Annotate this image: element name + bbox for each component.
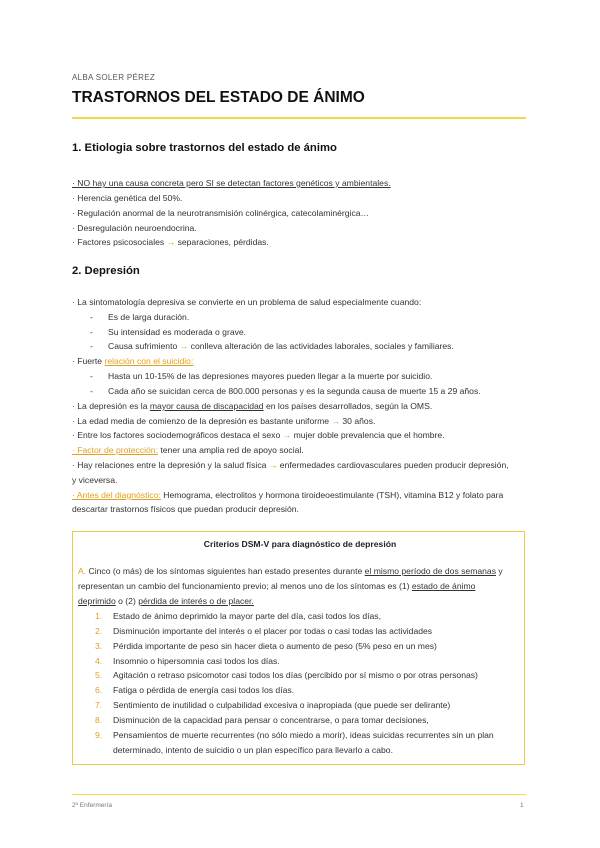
footer-course: 2º Enfermería <box>72 802 112 809</box>
etiology-bullet: · Herencia genética del 50%. <box>72 193 183 203</box>
arrow-icon: → <box>166 237 176 247</box>
criteria-a-line: representan un cambio del funcionamiento previo; al menos uno de los síntomas es (1) estado de ánimo <box>78 581 476 591</box>
criteria-item: Agitación o retraso psicomotor casi todos los días (percibido por sí mismo o por otras personas) <box>113 670 478 680</box>
section-heading-depression: 2. Depresión <box>72 265 140 277</box>
age-bullet: · La edad media de comienzo de la depresión es bastante uniforme → 30 años. <box>72 416 376 426</box>
arrow-icon: → <box>179 341 189 351</box>
criteria-item: Sentimiento de inutilidad o culpabilidad excesiva o inapropiada (que puede ser delirante) <box>113 700 451 710</box>
socio-bullet: · Entre los factores sociodemográficos destaca el sexo → mujer doble prevalencia que el hombre. <box>72 430 445 440</box>
document-title: TRASTORNOS DEL ESTADO DE ÁNIMO <box>72 89 365 106</box>
protection-bullet: · Factor de protección: tener una amplia red de apoyo social. <box>72 445 304 455</box>
criteria-item: Estado de ánimo deprimido la mayor parte del día, casi todos los días, <box>113 611 381 621</box>
suicide-item: - Hasta un 10-15% de las depresiones mayores pueden llegar a la muerte por suicidio. <box>90 371 433 381</box>
item-number: 5. <box>95 670 103 680</box>
physical-bullet: · Hay relaciones entre la depresión y la salud física → enfermedades cardiovasculares pueden producir depresión, <box>72 460 509 470</box>
criteria-item: Insomnio o hipersomnia casi todos los días. <box>113 656 280 666</box>
etiology-bullet: · NO hay una causa concreta pero SI se detectan factores genéticos y ambientales. <box>72 178 391 188</box>
suicide-item: - Cada año se suicidan cerca de 800.000 personas y es la segunda causa de muerte 15 a 29 años. <box>90 386 481 396</box>
item-number: 2. <box>95 626 103 636</box>
item-number: 6. <box>95 685 103 695</box>
criteria-a-line: deprimido o (2) pérdida de interés o de placer. <box>78 596 254 606</box>
criteria-item: Pensamientos de muerte recurrentes (no sólo miedo a morir), ideas suicidas recurrentes sin un plan <box>113 730 494 740</box>
item-number: 8. <box>95 715 103 725</box>
diagnosis-bullet: · Antes del diagnóstico: Hemograma, electrolitos y hormona tiroideoestimulante (TSH), vitamina B12 y folato para <box>72 490 504 500</box>
item-number: 9. <box>95 730 103 740</box>
item-number: 4. <box>95 656 103 666</box>
criteria-a-line: A. Cinco (o más) de los síntomas siguientes han estado presentes durante el mismo período de dos semanas y <box>78 566 503 576</box>
physical-bullet-cont: y viceversa. <box>72 475 118 485</box>
item-number: 1. <box>95 611 103 621</box>
author-name: ALBA SOLER PÉREZ <box>72 73 156 82</box>
arrow-icon: → <box>331 416 341 426</box>
criteria-title: Criterios DSM-V para diagnóstico de depresión <box>203 539 397 549</box>
section-heading-etiology: 1. Etiologia sobre trastornos del estado de ánimo <box>72 142 337 154</box>
criteria-item: Disminución importante del interés o el placer por todas o casi todas las actividades <box>113 626 433 636</box>
etiology-bullet: · Regulación anormal de la neurotransmisión colinérgica, catecolaminérgica… <box>72 208 370 218</box>
disability-bullet: · La depresión es la mayor causa de discapacidad en los países desarrollados, según la OMS. <box>72 401 433 411</box>
footer-divider <box>72 794 526 795</box>
criteria-item: Pérdida importante de peso sin hacer dieta o aumento de peso (5% peso en un mes) <box>113 641 437 651</box>
criteria-item-cont: determinado, intento de suicidio o un plan específico para llevarlo a cabo. <box>113 745 393 755</box>
item-number: 7. <box>95 700 103 710</box>
etiology-bullet: · Desregulación neuroendocrina. <box>72 223 197 233</box>
page-number: 1 <box>520 802 524 809</box>
suicide-relation: · Fuerte relación con el suicidio: <box>72 356 194 366</box>
condition-item: - Causa sufrimiento → conlleva alteración de las actividades laborales, sociales y familiares. <box>90 341 454 351</box>
header-divider <box>72 117 526 119</box>
criteria-item: Fatiga o pérdida de energía casi todos los días. <box>113 685 295 695</box>
condition-item: - Su intensidad es moderada o grave. <box>90 327 247 337</box>
arrow-icon: → <box>268 460 278 470</box>
criteria-item: Disminución de la capacidad para pensar o concentrarse, o para tomar decisiones, <box>113 715 429 725</box>
etiology-bullet: · Factores psicosociales → separaciones, pérdidas. <box>72 237 269 247</box>
depression-intro: · La sintomatología depresiva se convierte en un problema de salud especialmente cuando: <box>72 297 422 307</box>
diagnosis-bullet-cont: descartar trastornos físicos que puedan producir depresión. <box>72 504 299 514</box>
item-number: 3. <box>95 641 103 651</box>
arrow-icon: → <box>282 430 292 440</box>
condition-item: - Es de larga duración. <box>90 312 190 322</box>
